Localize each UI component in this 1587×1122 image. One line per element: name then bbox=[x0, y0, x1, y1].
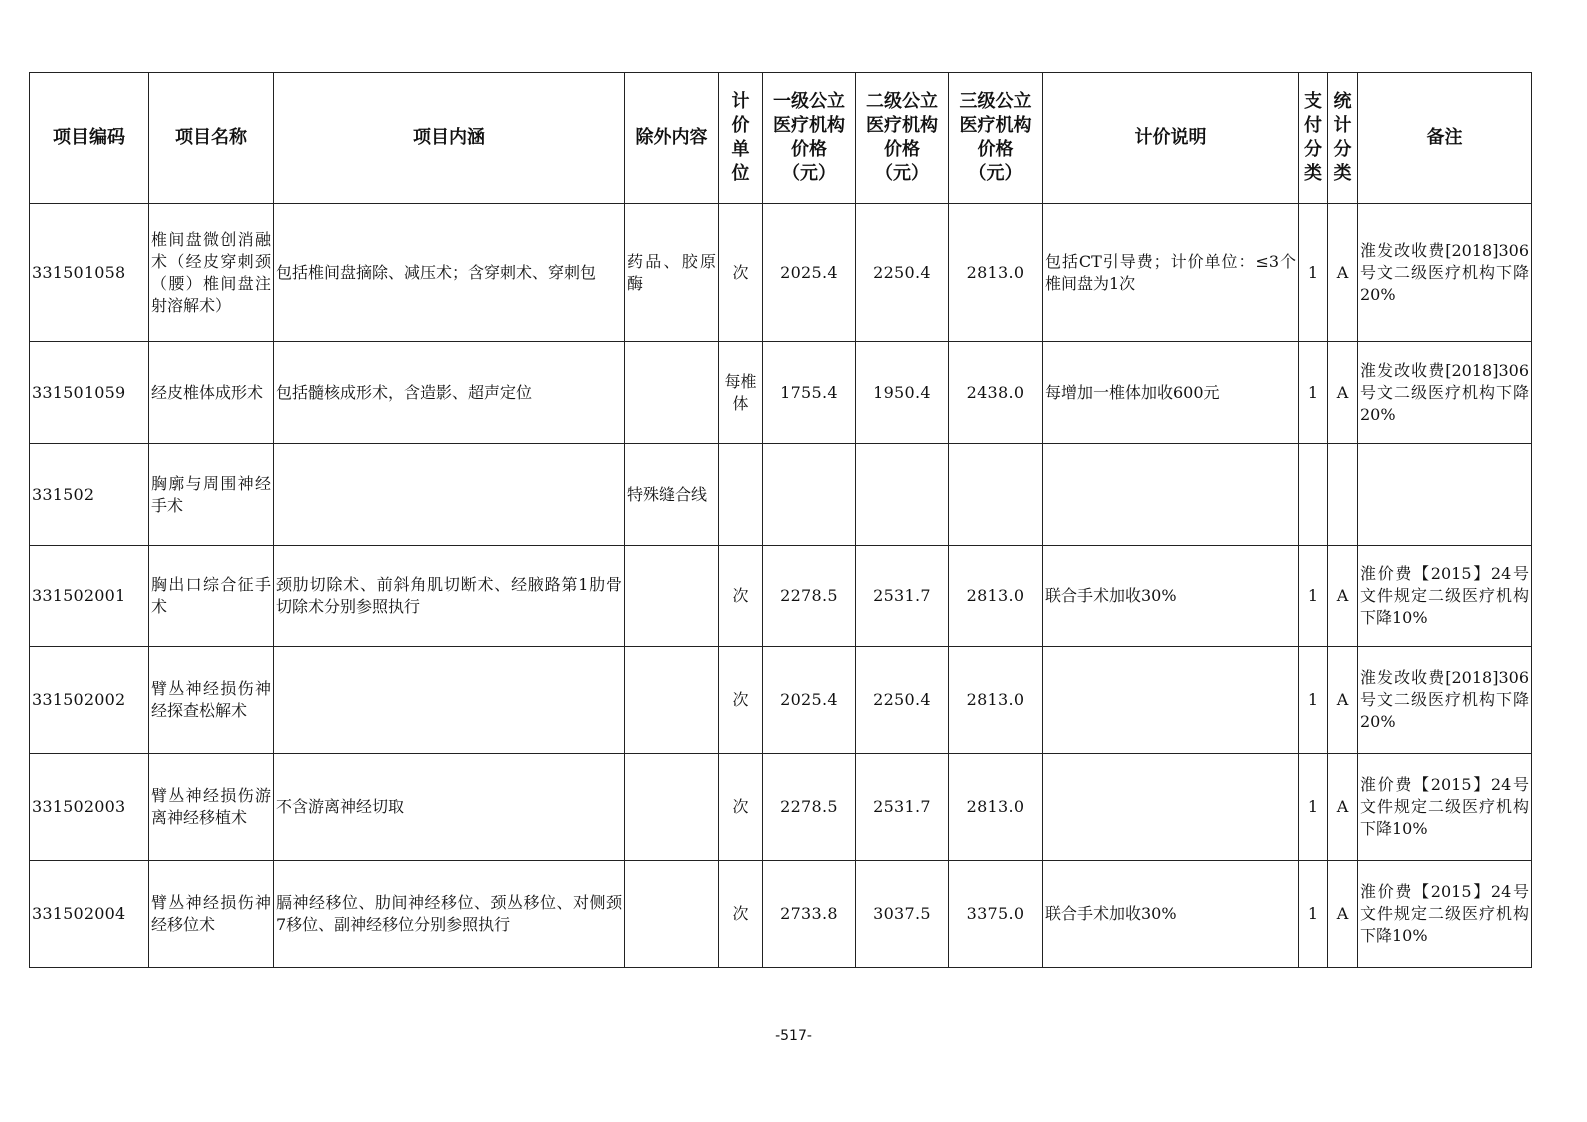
cell-price-level2: 1950.4 bbox=[856, 342, 949, 444]
cell-note bbox=[1043, 647, 1299, 754]
cell-stat: A bbox=[1328, 754, 1358, 861]
cell-stat: A bbox=[1328, 647, 1358, 754]
cell-code: 331502 bbox=[30, 444, 149, 546]
header-code: 项目编码 bbox=[30, 73, 149, 204]
header-remark: 备注 bbox=[1358, 73, 1532, 204]
header-price-level3: 三级公立医疗机构价格（元） bbox=[949, 73, 1043, 204]
cell-price-level3: 2813.0 bbox=[949, 647, 1043, 754]
cell-unit: 次 bbox=[719, 546, 763, 647]
cell-unit: 次 bbox=[719, 647, 763, 754]
table-row bbox=[30, 204, 1532, 342]
table-row bbox=[30, 754, 1532, 861]
cell-note: 联合手术加收30% bbox=[1043, 546, 1299, 647]
cell-remark: 淮发改收费[2018]306号文二级医疗机构下降20% bbox=[1358, 204, 1532, 342]
page-number: -517- bbox=[775, 1028, 812, 1044]
cell-pay: 1 bbox=[1299, 342, 1328, 444]
cell-stat bbox=[1328, 444, 1358, 546]
header-content: 项目内涵 bbox=[274, 73, 625, 204]
cell-excluded: 特殊缝合线 bbox=[625, 444, 719, 546]
cell-price-level1: 2278.5 bbox=[763, 546, 856, 647]
cell-name: 臂丛神经损伤神经探查松解术 bbox=[149, 647, 274, 754]
cell-remark: 淮价费【2015】24号文件规定二级医疗机构下降10% bbox=[1358, 861, 1532, 968]
cell-note: 包括CT引导费；计价单位：≤3个椎间盘为1次 bbox=[1043, 204, 1299, 342]
cell-unit bbox=[719, 444, 763, 546]
table-row bbox=[30, 647, 1532, 754]
cell-unit: 次 bbox=[719, 754, 763, 861]
cell-name: 经皮椎体成形术 bbox=[149, 342, 274, 444]
header-row bbox=[30, 73, 1532, 204]
cell-content: 包括椎间盘摘除、减压术；含穿刺术、穿刺包 bbox=[274, 204, 625, 342]
cell-excluded bbox=[625, 754, 719, 861]
cell-pay: 1 bbox=[1299, 861, 1328, 968]
header-name: 项目名称 bbox=[149, 73, 274, 204]
cell-price-level3: 2813.0 bbox=[949, 204, 1043, 342]
cell-price-level1: 2025.4 bbox=[763, 647, 856, 754]
cell-unit: 次 bbox=[719, 861, 763, 968]
cell-remark: 淮价费【2015】24号文件规定二级医疗机构下降10% bbox=[1358, 546, 1532, 647]
cell-price-level1: 2025.4 bbox=[763, 204, 856, 342]
table-row bbox=[30, 861, 1532, 968]
table-row bbox=[30, 546, 1532, 647]
cell-excluded: 药品、胶原酶 bbox=[625, 204, 719, 342]
cell-pay: 1 bbox=[1299, 204, 1328, 342]
cell-content: 不含游离神经切取 bbox=[274, 754, 625, 861]
cell-price-level2: 2250.4 bbox=[856, 647, 949, 754]
header-excluded: 除外内容 bbox=[625, 73, 719, 204]
header-note: 计价说明 bbox=[1043, 73, 1299, 204]
cell-price-level1 bbox=[763, 444, 856, 546]
price-table bbox=[29, 72, 1532, 968]
cell-remark: 淮发改收费[2018]306号文二级医疗机构下降20% bbox=[1358, 342, 1532, 444]
cell-excluded bbox=[625, 647, 719, 754]
cell-content bbox=[274, 647, 625, 754]
cell-price-level2: 2250.4 bbox=[856, 204, 949, 342]
cell-price-level3: 2813.0 bbox=[949, 546, 1043, 647]
cell-content: 颈肋切除术、前斜角肌切断术、经腋路第1肋骨切除术分别参照执行 bbox=[274, 546, 625, 647]
cell-stat: A bbox=[1328, 546, 1358, 647]
cell-price-level1: 2278.5 bbox=[763, 754, 856, 861]
cell-note bbox=[1043, 754, 1299, 861]
cell-price-level2 bbox=[856, 444, 949, 546]
header-price-level1: 一级公立医疗机构价格（元） bbox=[763, 73, 856, 204]
cell-excluded bbox=[625, 861, 719, 968]
cell-code: 331502001 bbox=[30, 546, 149, 647]
cell-code: 331501058 bbox=[30, 204, 149, 342]
cell-price-level3: 3375.0 bbox=[949, 861, 1043, 968]
cell-stat: A bbox=[1328, 204, 1358, 342]
cell-pay: 1 bbox=[1299, 546, 1328, 647]
cell-pay: 1 bbox=[1299, 647, 1328, 754]
header-price-level2: 二级公立医疗机构价格（元） bbox=[856, 73, 949, 204]
cell-price-level1: 1755.4 bbox=[763, 342, 856, 444]
cell-name: 椎间盘微创消融术（经皮穿刺颈（腰）椎间盘注射溶解术） bbox=[149, 204, 274, 342]
header-pay: 支付分类 bbox=[1299, 73, 1328, 204]
cell-remark: 淮发改收费[2018]306号文二级医疗机构下降20% bbox=[1358, 647, 1532, 754]
cell-name: 臂丛神经损伤神经移位术 bbox=[149, 861, 274, 968]
cell-stat: A bbox=[1328, 342, 1358, 444]
cell-content: 膈神经移位、肋间神经移位、颈丛移位、对侧颈7移位、副神经移位分别参照执行 bbox=[274, 861, 625, 968]
cell-name: 胸廓与周围神经手术 bbox=[149, 444, 274, 546]
cell-code: 331502003 bbox=[30, 754, 149, 861]
cell-content: 包括髓核成形术，含造影、超声定位 bbox=[274, 342, 625, 444]
cell-note: 联合手术加收30% bbox=[1043, 861, 1299, 968]
table-row bbox=[30, 444, 1532, 546]
cell-pay bbox=[1299, 444, 1328, 546]
cell-note bbox=[1043, 444, 1299, 546]
cell-code: 331502002 bbox=[30, 647, 149, 754]
cell-price-level2: 2531.7 bbox=[856, 754, 949, 861]
cell-price-level2: 3037.5 bbox=[856, 861, 949, 968]
cell-excluded bbox=[625, 342, 719, 444]
header-stat: 统计分类 bbox=[1328, 73, 1358, 204]
cell-unit: 每椎体 bbox=[719, 342, 763, 444]
cell-unit: 次 bbox=[719, 204, 763, 342]
cell-remark bbox=[1358, 444, 1532, 546]
cell-price-level3: 2813.0 bbox=[949, 754, 1043, 861]
cell-code: 331502004 bbox=[30, 861, 149, 968]
cell-excluded bbox=[625, 546, 719, 647]
cell-note: 每增加一椎体加收600元 bbox=[1043, 342, 1299, 444]
cell-name: 胸出口综合征手术 bbox=[149, 546, 274, 647]
cell-price-level3 bbox=[949, 444, 1043, 546]
cell-remark: 淮价费【2015】24号文件规定二级医疗机构下降10% bbox=[1358, 754, 1532, 861]
cell-stat: A bbox=[1328, 861, 1358, 968]
cell-pay: 1 bbox=[1299, 754, 1328, 861]
header-unit: 计价单位 bbox=[719, 73, 763, 204]
table-row bbox=[30, 342, 1532, 444]
cell-content bbox=[274, 444, 625, 546]
cell-price-level1: 2733.8 bbox=[763, 861, 856, 968]
cell-name: 臂丛神经损伤游离神经移植术 bbox=[149, 754, 274, 861]
cell-price-level2: 2531.7 bbox=[856, 546, 949, 647]
cell-code: 331501059 bbox=[30, 342, 149, 444]
cell-price-level3: 2438.0 bbox=[949, 342, 1043, 444]
